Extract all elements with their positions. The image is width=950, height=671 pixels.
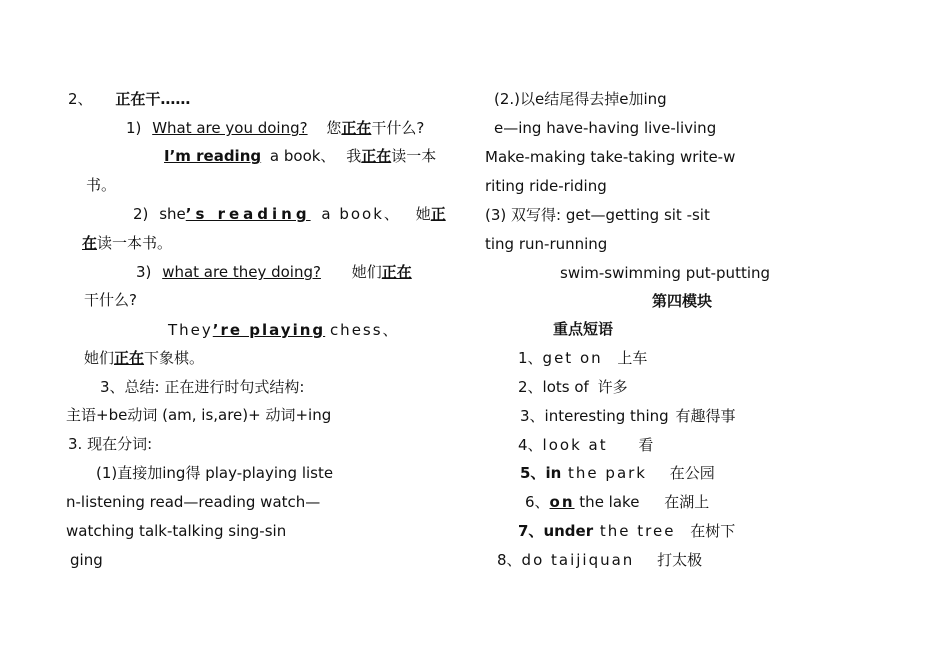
item-number: 4、 <box>518 436 543 454</box>
phrase-english: the tree <box>593 522 676 540</box>
chinese-text: 我 <box>346 147 362 165</box>
rule-2-line: Make-making take-taking write-w <box>485 148 736 166</box>
phrase-preposition: under <box>543 522 594 540</box>
phrase-english: do taijiquan <box>521 551 635 569</box>
phrase-chinese: 在湖上 <box>664 493 710 511</box>
phrase-chinese: 上车 <box>617 349 648 367</box>
phrase-chinese: 在公园 <box>669 464 715 482</box>
keyword: 正在 <box>114 349 145 367</box>
item-number: 1) <box>126 119 142 137</box>
phrase-english: interesting thing <box>544 407 669 425</box>
keyword: 正 <box>430 205 446 223</box>
phrase-preposition: in <box>545 464 562 482</box>
rule-1-line: watching talk-talking sing-sin <box>66 522 287 540</box>
section-number: 2、 <box>68 90 93 108</box>
phrase-item <box>518 521 735 541</box>
english-answer: ’re playing <box>212 321 326 339</box>
english-question: What are you doing? <box>152 119 308 137</box>
chinese-text: 您 <box>326 119 342 137</box>
answer-1 <box>164 146 436 166</box>
phrases-title: 重点短语 <box>553 320 614 338</box>
phrase-english: look at <box>542 436 608 454</box>
phrase-item <box>518 348 647 368</box>
grammar-formula: 主语+be动词 (am, is,are)+ 动词+ing <box>66 406 332 424</box>
phrase-item <box>520 463 715 483</box>
chinese-text: 干什么? <box>371 119 425 137</box>
phrase-item <box>497 550 702 570</box>
keyword: 正在 <box>381 263 412 281</box>
english-text: chess、 <box>329 321 400 339</box>
chinese-text: 下象棋。 <box>144 349 205 367</box>
section-3-heading: 3. 现在分词: <box>68 435 153 453</box>
question-1 <box>126 118 424 138</box>
english-answer: I’m reading <box>164 147 262 165</box>
english-text: she <box>159 205 186 223</box>
english-answer: ’s reading <box>185 205 311 223</box>
phrase-chinese: 打太极 <box>657 551 703 569</box>
item-number: 2) <box>133 205 149 223</box>
rule-2-line: riting ride-riding <box>485 177 607 195</box>
phrase-english: get on <box>542 349 603 367</box>
keyword: 在 <box>82 234 98 252</box>
question-3-continued: 干什么? <box>84 291 137 309</box>
phrase-chinese: 有趣得事 <box>675 407 736 425</box>
keyword: 正在 <box>361 147 392 165</box>
chinese-text: 读一本 <box>391 147 437 165</box>
question-2-continued <box>82 233 172 253</box>
chinese-text: 她们 <box>84 349 115 367</box>
rule-3-line: ting run-running <box>485 235 608 253</box>
rule-3-line: (3) 双写得: get—getting sit -sit <box>485 206 710 224</box>
phrase-item <box>518 435 653 455</box>
answer-3-continued <box>84 348 204 368</box>
english-text: They <box>168 321 213 339</box>
english-text: a book、 <box>269 147 336 165</box>
keyword: 正在 <box>341 119 372 137</box>
phrase-item <box>518 377 628 397</box>
english-question: what are they doing? <box>162 263 321 281</box>
section-2-heading <box>68 89 190 109</box>
phrase-english: the lake <box>574 493 640 511</box>
answer-1-continued: 书。 <box>86 176 117 194</box>
question-2 <box>133 204 446 224</box>
item-number: 2、 <box>518 378 543 396</box>
item-number: 7、 <box>518 522 544 540</box>
rule-1-line: (1)直接加ing得 play-playing liste <box>96 464 334 482</box>
rule-3-line: swim-swimming put-putting <box>560 264 771 282</box>
phrase-chinese: 在树下 <box>690 522 736 540</box>
item-number: 5、 <box>520 464 546 482</box>
phrase-preposition: on <box>549 493 575 511</box>
phrase-chinese: 看 <box>638 436 654 454</box>
item-number: 1、 <box>518 349 543 367</box>
item-number: 3) <box>136 263 152 281</box>
summary-heading: 3、总结: 正在进行时句式结构: <box>100 378 305 396</box>
module-title: 第四模块 <box>652 292 713 310</box>
answer-3 <box>168 320 400 340</box>
rule-2-heading: (2.)以e结尾得去掉e加ing <box>494 90 667 108</box>
item-number: 8、 <box>497 551 522 569</box>
phrase-english: the park <box>561 464 647 482</box>
question-3 <box>136 262 412 282</box>
phrase-english: lots of <box>542 378 589 396</box>
item-number: 6、 <box>525 493 550 511</box>
english-text: a book、 <box>321 205 401 223</box>
rule-1-line: n-listening read—reading watch— <box>66 493 321 511</box>
phrase-chinese: 许多 <box>597 378 628 396</box>
phrase-item <box>525 492 709 512</box>
rule-1-line: ging <box>70 551 103 569</box>
section-title: 正在干…… <box>115 90 191 108</box>
item-number: 3、 <box>520 407 545 425</box>
chinese-text: 读一本书。 <box>97 234 173 252</box>
chinese-text: 她们 <box>351 263 382 281</box>
chinese-text: 她 <box>415 205 431 223</box>
phrase-item <box>520 406 735 426</box>
rule-2-line: e—ing have-having live-living <box>494 119 717 137</box>
